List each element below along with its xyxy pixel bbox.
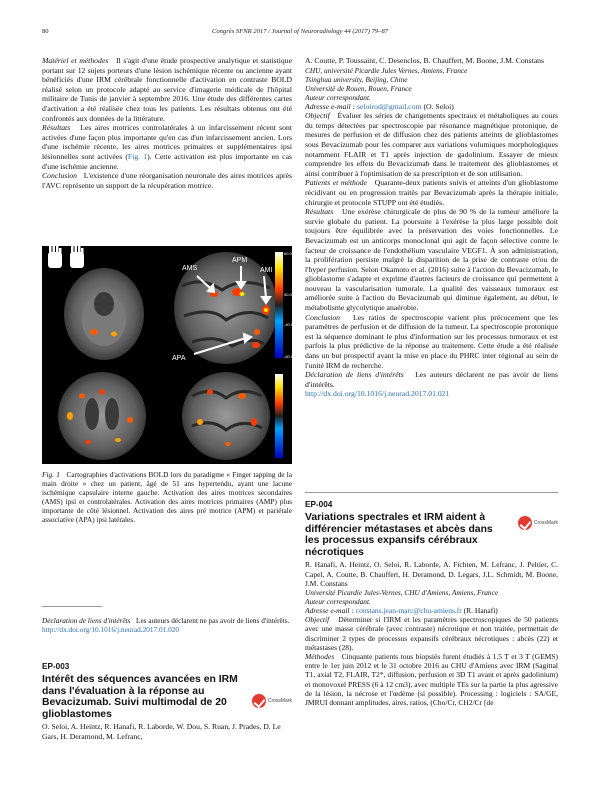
affiliation: Université de Rouen, Rouen, France — [305, 83, 412, 93]
journal-reference: Congrès SFNR 2017 / Journal of Neuroradiology 44 (2017) 79–87 — [211, 28, 389, 35]
author-list: O. Seloi, A. Heintz, R. Hanafi, R. Laborde, W. Dou, S. Ruan, J. Prades, D. Le Gars, H. Deramond, M. Lefranc, — [42, 722, 281, 741]
paragraph-results: Résultats Une exérèse chirurgicale de plus de 90 % de la tumeur améliore la survie globale du patient. La poursuite à l'exérèse la plus large possible doit toujours être équilibrée avec la préservation des voies fonctionnelles. Le Bevacizumab est un anticorps monoclonal qui agit de façon sélective contre le facteur de croissance de l'endothélium vasculaire VEGF1. À son administration, la prolifération persiste malgré la disparition de la prise de contraste et/ou de l'hyper perfusion. Selon Okamoto et al. (2016) suite à l'action du Bevacizumab, le glioblastome s'adapte et exprime d'autres facteurs de croissance qui permettent à nouveau la vascularisation tumorale. La qualité des vaisseaux tumoraux est améliorée suite à l'action du Bevacizumab qui diminue également, au début, le métabolisme glycolytique anaérobie. — [305, 207, 559, 313]
panel-bottom-left — [42, 368, 162, 464]
corresponding-author: Auteur correspondant. — [305, 92, 371, 102]
abstract-title: Variations spectrales et IRM aident à différencier métastases et abcès dans les processus expansifs cérébraux nécrotiques — [305, 512, 493, 558]
figure-caption: Fig. 1 Cartographies d'activations BOLD lors du paradigme « Finger tapping de la main droite » chez un patient, âgé de 51 ans hypertendu, ayant une lacune ischémique capsulaire interne gauche. Activation des aires motrices secondaires (AMS) ipsi et controlatérales. Activation des aires motrices primaires (AMP) plus importante de côté lésionnel. Activation des aires pré motrice (APM) et pariétale associative (APA) ipsi latérales. — [42, 470, 292, 525]
affiliation: Université Picardie Jules-Vernes, CHU d'Amiens, Amiens, France — [305, 587, 499, 597]
abstract-id: EP-003 — [42, 662, 70, 671]
label-apa: APA — [172, 355, 186, 362]
paragraph-conclusion: Conclusion Les ratios de spectroscopie varient plus précocement que les paramètres de perfusion et de diffusion de la tumeur. La spectroscopie protonique est la séquence dominant le plus d'information sur les processus tumoraux et est parfois la plus prédictive de la réponse au traitement. Cette étude a été réalisée dans un but prospectif avant la mise en place du PHRC inter régional au sein de l'unité IRM de recherche. — [305, 312, 559, 370]
abstract-id: EP-004 — [305, 500, 333, 509]
colorbar-low: -40.00 — [284, 322, 296, 327]
affiliation: Tsinghua university, Beijing, Chine — [305, 74, 408, 84]
hand-icon — [70, 245, 84, 268]
email-line: Adresse e-mail : seloirod@gmail.com (O. Seloi) — [305, 101, 454, 111]
crossmark-badge[interactable]: CrossMark — [252, 692, 292, 710]
label-ams: AMS — [182, 265, 198, 272]
page-number: 80 — [42, 28, 49, 35]
fmri-panels — [42, 246, 296, 464]
figure-bold-activation-maps — [42, 246, 296, 464]
email-link[interactable]: constans.jean-marc@chu-amiens.fr — [355, 605, 462, 615]
right-column — [305, 56, 558, 399]
abstract-title: Intérêt des séquences avancées en IRM dans l'évaluation à la réponse au Bevacizumab. Suivi multimodal de 20 glioblastomes — [42, 674, 238, 720]
colorbar-bottom: -60.00 — [284, 354, 296, 359]
paragraph-methods: Méthodes Cinquante patients tous biopsiés furent étudiés à 1.5 T et 3 T (GEMS) entre le 1er juin 2012 et le 31 octobre 2016 au CHU d'Amiens avec IRM (Sagittal T1, axial T2, FLAIR, T2*, diffusion, perfusion et 3D T1 avant et après gadolinium) et monovoxel PRESS (6 à 12 cm3), avec multiple TEs sur la partie la plus agressive de la lésion, la nécrose et l'œdème (si possible). Processing : logiciels : SA/GE, JMRUI donnant amplitudes, aires, ratios, (Cho/Cr, CH2/Cr [de — [305, 652, 558, 708]
crossmark-icon — [518, 516, 532, 530]
colorbar-mid: 40.00 — [284, 292, 295, 297]
author-list-continued: A. Coutte, P. Toussaint, C. Desenclos, B. Chauffert, M. Boone, J.M. Constans — [305, 56, 544, 65]
paragraph-objective: Objectif Évaluer les séries de changements spectraux et métaboliques au cours du temps détectées par spectroscopie par résonance magnétique protonique, de mesures de perfusion et de diffusion chez des patients atteints de glioblastomes sous Bevacizumab pour les comparer aux variations volumiques morphologiques notamment FLAIR et T1 après injection de gadolinium. Essayer de mieux comprendre les effets du Bevacizumab dans le traitement des glioblastomes et ainsi contribuer à l'optimisation de sa prescription et de son utilisation. — [305, 111, 558, 178]
crossmark-icon — [252, 694, 266, 708]
crossmark-badge[interactable]: CrossMark — [518, 514, 558, 532]
author-list: R. Hanafi, A. Heintz, O. Seloi, R. Laborde, A. Fichten, M. Lefranc, J. Peltier, C. Capel, A. Coutte, B. Chauffert, H. Deramond, D. Legars, J.L. Schmidt, M. Boone, J.M. Constans — [305, 560, 558, 588]
colorbar-top: 60.00 — [284, 251, 295, 256]
caption-label: Fig. 1 — [42, 470, 60, 479]
declaration-right: Déclaration de liens d'intérêts Les auteurs déclarent ne pas avoir de liens d'intérêts. — [305, 370, 559, 389]
paragraph-methods: Matériel et méthodes Il s'agit d'une étude prospective analytique et statistique portant sur 12 sujets porteurs d'une lésion ischémique récente ou ancienne ayant bénéficiés d'une IRM cérébrale fonctionnelle d'activation en contraste BOLD réalisé selon un protocole adapté au service d'imagerie médicale de l'hôpital militaire de Tunis de janvier à septembre 2016. Une étude des différentes cartes d'activation a été réalisée chez tous les patients. Les résultats obtenus ont été confrontés aux données de la littérature. — [42, 56, 292, 123]
affiliation: CHU, université Picardie Jules Vernes, Amiens, France — [305, 65, 468, 75]
panel-top-left — [42, 245, 162, 366]
email-link[interactable]: seloirod@gmail.com — [357, 101, 422, 111]
label-apm: APM — [232, 257, 248, 264]
declaration-left: Déclaration de liens d'intérêts Les auteurs déclarent ne pas avoir de liens d'intérêts. http://dx.doi.org/10.1016/j.neurad.2017.01.020 — [42, 616, 290, 635]
figure-link[interactable]: Fig. 1 — [127, 151, 148, 161]
doi-link[interactable]: http://dx.doi.org/10.1016/j.neurad.2017.01.020 — [42, 625, 180, 635]
paragraph-results: Résultats Les aires motrices controlatérales à un infarcissement récent sont activées d'une façon plus importante qu'en cas d'un infarcissement ancien. Lors d'une ischémie récente, les aires motrices primaires et supplémentaires ipsi lésionnelles sont activées (Fig. 1). Cette activation est plus importante en cas d'une ischémie ancienne. — [42, 123, 292, 171]
abstract-ep004 — [305, 500, 558, 707]
paragraph-conclusion: Conclusion L'existence d'une réorganisation neuronale des aires motrices après l'AVC représente un support de la récupération motrice. — [42, 171, 293, 190]
divider — [42, 606, 102, 607]
label-ami: AMI — [260, 267, 273, 274]
paragraph-methods: Patients et méthode Quarante-deux patients suivis et atteints d'un glioblastome récidivant ou en progression traités par Bevacizumab après la thérapie initiale, chirurgie et protocole STUPP ont été étudiés. — [305, 178, 558, 207]
email-line: Adresse e-mail : constans.jean-marc@chu-amiens.fr (R. Hanafi) — [305, 605, 498, 615]
panel-top-right — [164, 246, 296, 366]
left-column — [42, 56, 292, 190]
paragraph-objective: Objectif Déterminer si l'IRM et les paramètres spectroscopiques de 50 patients avec une masse cérébrale (avec contraste) nécrotique et non traitée, permettait de discriminer 2 types de processus expansifs cérébraux nécrotiques : abcès (22) et métastases (28). — [305, 615, 558, 652]
abstract-ep003 — [42, 662, 292, 742]
panel-bottom-right — [164, 368, 292, 464]
divider — [305, 492, 558, 493]
doi-link[interactable]: http://dx.doi.org/10.1016/j.neurad.2017.01.021 — [305, 389, 450, 399]
hand-icon — [48, 245, 62, 268]
corresponding-author: Auteur correspondant. — [305, 596, 371, 606]
